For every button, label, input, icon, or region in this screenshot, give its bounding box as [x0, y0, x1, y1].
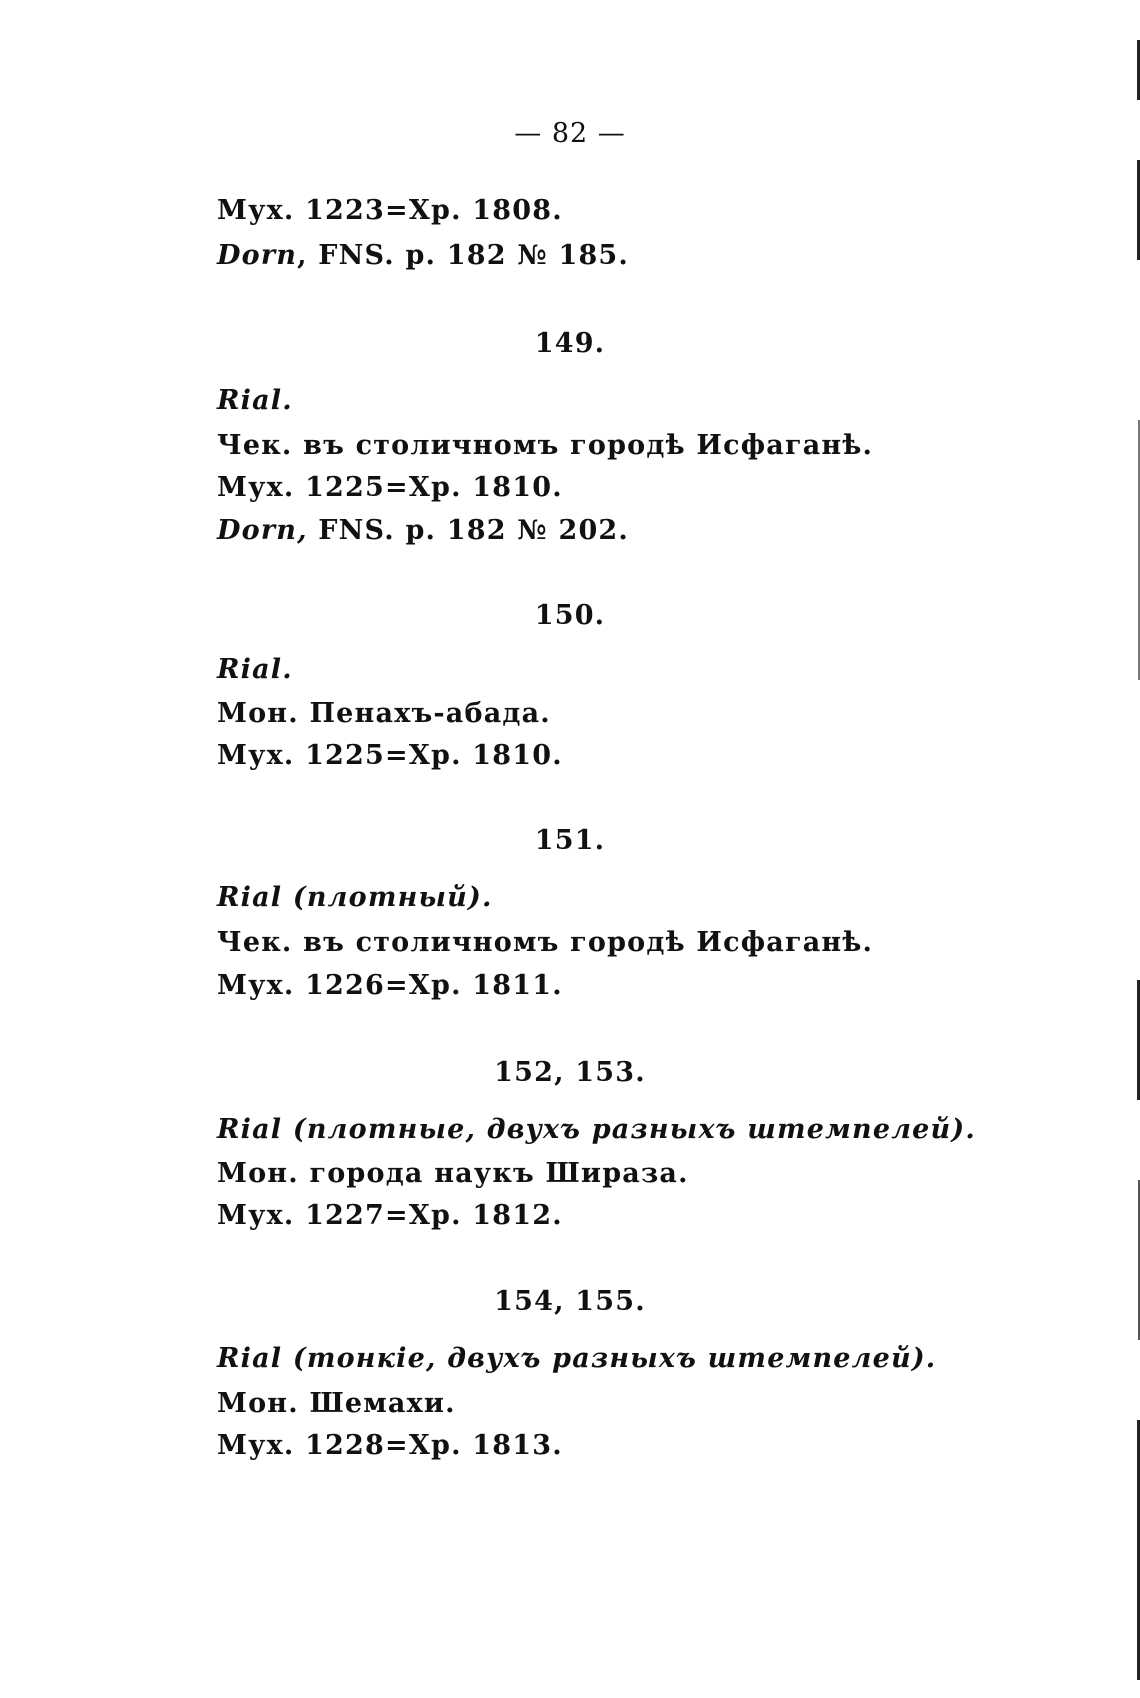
entry-title: Rial (плотный). — [217, 882, 493, 913]
entry-title: Rial (плотные, двухъ разныхъ штемпелей). — [217, 1114, 976, 1145]
entry-number: 151. — [534, 825, 606, 856]
entry-line: Мух. 1227=Хр. 1812. — [217, 1200, 563, 1231]
entry-number: 154, 155. — [494, 1286, 646, 1317]
entry-line: Мух. 1228=Хр. 1813. — [217, 1430, 563, 1461]
intro-reference — [217, 240, 629, 271]
reference-details: FNS. p. 182 № 202. — [307, 515, 630, 546]
entry-line: Мон. города наукъ Шираза. — [217, 1158, 689, 1189]
entry-title: Rial (тонкіе, двухъ разныхъ штемпелей). — [217, 1343, 937, 1374]
entry-title: Rial. — [217, 385, 293, 416]
entry-line: Мон. Шемахи. — [217, 1388, 456, 1419]
reference-author: Dorn — [217, 240, 298, 271]
entry-line: Чек. въ столичномъ городѣ Исфаганѣ. — [217, 430, 874, 461]
reference-author: Dorn, — [217, 515, 308, 546]
intro-line: Мух. 1223=Хр. 1808. — [217, 195, 563, 226]
entry-line: Мон. Пенахъ-абада. — [217, 698, 551, 729]
entry-number: 152, 153. — [494, 1057, 646, 1088]
entry-number: 149. — [534, 328, 606, 359]
entry-line: Чек. въ столичномъ городѣ Исфаганѣ. — [217, 927, 874, 958]
entry-reference — [217, 515, 629, 546]
entry-line: Мух. 1225=Хр. 1810. — [217, 472, 563, 503]
entry-number: 150. — [534, 600, 606, 631]
entry-title: Rial. — [217, 654, 293, 685]
entry-line: Мух. 1226=Хр. 1811. — [217, 970, 563, 1001]
entry-line: Мух. 1225=Хр. 1810. — [217, 740, 563, 771]
page-number: — 82 — — [514, 118, 626, 149]
reference-details: , FNS. p. 182 № 185. — [297, 240, 630, 271]
